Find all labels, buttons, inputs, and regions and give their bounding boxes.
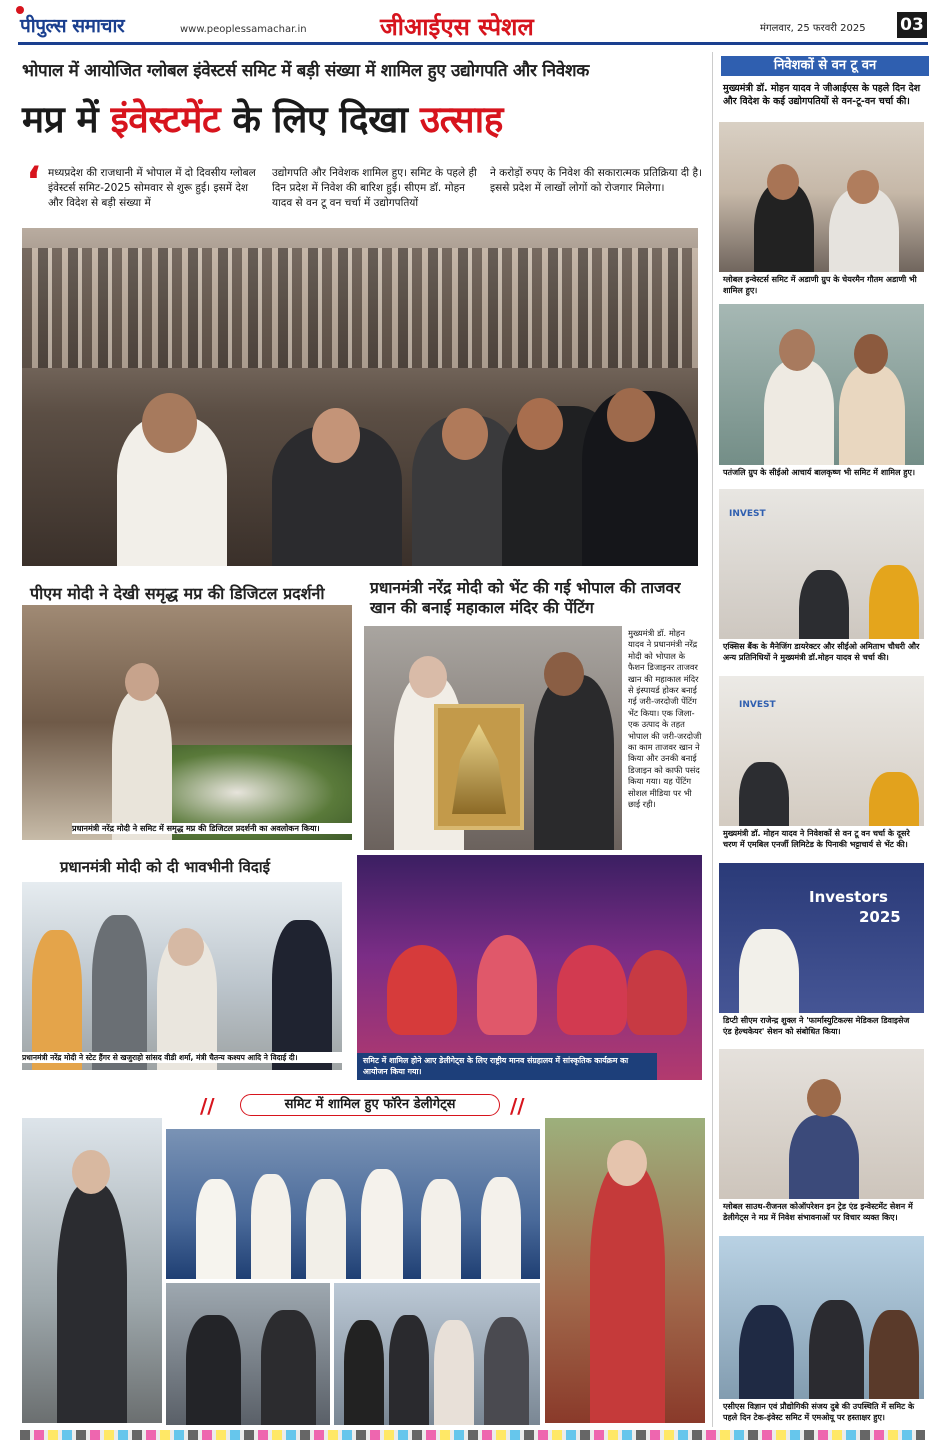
cultural-dancer-3 (557, 945, 627, 1035)
section-title: जीआईएस स्पेशल (380, 13, 534, 41)
sidebar-photo-6-head (807, 1079, 841, 1117)
farewell-caption: प्रधानमंत्री नरेंद्र मोदी ने स्टेट हैंगर से खजुराहो सांसद वीडी शर्मा, मंत्री चैतन्य कश्यप आदि ने विदाई दी। (22, 1052, 342, 1063)
lead-col-3: ने करोड़ों रुपए के निवेश की सकारात्मक प्रतिक्रिया दी है। इससे प्रदेश में लाखों लोगों को रोजगार मिलेगा। (490, 167, 703, 194)
delegate-photo-pair (166, 1283, 330, 1425)
sidebar-photo-5 (719, 863, 924, 1039)
sidebar-photo-5-label: Investors (809, 888, 888, 906)
sidebar-photo-1-head-2 (847, 170, 879, 204)
headline-part1: मप्र में (22, 98, 99, 141)
sidebar-caption-7: एसीएस विज्ञान एवं प्रौद्योगिकी संजय दुबे की उपस्थिति में समिट के पहले दिन टेक-इंवेस्ट समिट में एमओयू पर हस्ताक्षर हुए। (719, 1399, 924, 1425)
exhibition-photo (22, 605, 352, 840)
delegate-right-head (607, 1140, 647, 1186)
lead-kicker: भोपाल में आयोजित ग्लोबल इंवेस्टर्स समिट में बड़ी संख्या में शामिल हुए उद्योगपति और निवेशक (22, 61, 589, 81)
cultural-dancer-2 (477, 935, 537, 1035)
delegate-photo-group (166, 1129, 540, 1279)
sidebar-photo-3-label: INVEST (729, 509, 766, 519)
group-person-1 (196, 1179, 236, 1279)
sidebar-caption-2: पतंजलि ग्रुप के सीईओ आचार्य बालकृष्ण भी समिट में शामिल हुए। (719, 465, 924, 480)
lead-crowd-photo (22, 228, 698, 566)
person-1-head (142, 393, 197, 453)
exhibition-head (125, 663, 159, 701)
banner-mark-right: // (510, 1094, 525, 1118)
sidebar-photo-2-head (779, 329, 815, 371)
cultural-dancer-4 (627, 950, 687, 1035)
lead-col-2: उद्योगपति और निवेशक शामिल हुए। समिट के पहले ही दिन प्रदेश में निवेश की बारिश हुई। सीएम डॉ. मोहन यादव से वन टू वन चर्चा में उद्योगपतियों (272, 167, 477, 209)
group-person-2 (251, 1174, 291, 1279)
sidebar-caption-3: एक्सिस बैंक के मैनेजिंग डायरेक्टर और सीईओ अमिताभ चौधरी और अन्य प्रतिनिधियों ने मुख्यमंत्री डॉ.मोहन यादव से चर्चा की। (719, 639, 924, 665)
masthead-website[interactable]: www.peoplessamachar.in (180, 24, 307, 35)
page-number: 03 (897, 12, 927, 38)
masthead-date: मंगलवार, 25 फरवरी 2025 (760, 23, 866, 34)
sidebar-caption-4: मुख्यमंत्री डॉ. मोहन यादव ने निवेशकों से वन टू वन चर्चा के दूसरे चरण में एमबिल एनर्जी लिमिटेड के पिनाकी भट्टाचार्य से भेंट की। (719, 826, 924, 852)
painting-head-1 (409, 656, 447, 698)
exhibition-person (112, 690, 172, 840)
group-person-6 (481, 1177, 521, 1279)
sidebar-photo-1 (719, 122, 924, 298)
row-person-4 (484, 1317, 529, 1425)
farewell-person-4 (272, 920, 332, 1070)
farewell-person-2 (92, 915, 147, 1070)
farewell-person-1 (32, 930, 82, 1070)
delegate-photo-row (334, 1283, 540, 1425)
pair-person-1 (186, 1315, 241, 1425)
person-5-head (607, 388, 655, 442)
painting-person-2 (534, 675, 614, 850)
crowd-back-rows (22, 248, 698, 368)
pair-person-2 (261, 1310, 316, 1425)
headline-part3: के लिए दिखा (232, 98, 408, 141)
sidebar-caption-5: डिप्टी सीएम राजेन्द्र शुक्ल ने 'फार्मास्युटिकल्स मेडिकल डिवाइसेज एंड हेल्थकेयर' सेशन को संबोधित किया। (719, 1013, 924, 1039)
farewell-title: प्रधानमंत्री मोदी को दी भावभीनी विदाई (60, 858, 271, 876)
farewell-photo (22, 882, 342, 1070)
sidebar-photo-3 (719, 489, 924, 665)
painting-body: मुख्यमंत्री डॉ. मोहन यादव ने प्रधानमंत्री नरेंद्र मोदी को भोपाल के फैशन डिजाइनर ताजवर खान की महाकाल मंदिर से इंस्पायर्ड होकर बनाई गई जरी-जरदोजी पेंटिंग भेंट किया। एक जिला-एक उत्पाद के तहत भोपाल की जरी-जरदोजी का काम ताजवर खान ने किया और उनकी बनाई डिजाइन को काफी पसंद किया गया। यह पेंटिंग सोशल मीडिया पर भी छाई रही। (628, 628, 702, 810)
sidebar-photo-4 (719, 676, 924, 852)
sidebar-caption-6: ग्लोबल साउथ-रीजनल कोऑपरेशन इन ट्रेड एंड इन्वेस्टमेंट सेशन में डेलीगेट्स ने मप्र में निवेश संभावनाओं पर विचार व्यक्त किए। (719, 1199, 924, 1225)
masthead-logo[interactable]: पीपुल्स समाचार (20, 15, 125, 37)
registration-strip (20, 1430, 925, 1440)
row-person-1 (344, 1320, 384, 1425)
sidebar-photo-7 (719, 1236, 924, 1425)
row-person-3 (434, 1320, 474, 1425)
delegates-banner: समिट में शामिल हुए फॉरेन डेलीगेट्स (240, 1094, 500, 1116)
painting-photo (364, 626, 622, 850)
exhibition-caption: प्रधानमंत्री नरेंद्र मोदी ने समिट में समृद्ध मप्र की डिजिटल प्रदर्शनी का अवलोकन किया। (72, 823, 352, 834)
group-person-3 (306, 1179, 346, 1279)
banner-mark-left: // (200, 1094, 215, 1118)
delegate-photo-left (22, 1118, 162, 1423)
lead-headline (22, 92, 712, 143)
person-3-head (442, 408, 488, 460)
sidebar-photo-2 (719, 304, 924, 480)
group-person-4 (361, 1169, 403, 1279)
group-person-5 (421, 1179, 461, 1279)
quote-mark: ‘ (26, 159, 42, 205)
sidebar-photo-2-person-2 (839, 365, 905, 480)
person-4-head (517, 398, 563, 450)
lead-col-1: मध्यप्रदेश की राजधानी में भोपाल में दो दिवसीय ग्लोबल इंवेस्टर्स समिट-2025 सोमवार से शुरू हुई। इसमें देश और विदेश से बड़ी संख्या में (48, 167, 256, 209)
row-person-2 (389, 1315, 429, 1425)
farewell-head-3 (168, 928, 204, 966)
headline-part2: इंवेस्टमेंट (110, 98, 221, 141)
sidebar-caption-1: ग्लोबल इन्वेस्टर्स समिट में अडाणी ग्रुप के चेयरमैन गौतम अडाणी भी शामिल हुए। (719, 272, 924, 298)
painting-head-2 (544, 652, 584, 696)
sidebar-photo-5-label-2: 2025 (859, 908, 901, 926)
masthead (0, 0, 945, 46)
cultural-caption: समिट में शामिल होने आए डेलीगेट्स के लिए राष्ट्रीय मानव संग्रहालय में सांस्कृतिक कार्यक्रम का आयोजन किया गया। (357, 1053, 657, 1080)
cultural-photo (357, 855, 702, 1080)
headline-part4: उत्साह (419, 98, 503, 141)
sidebar-photo-2-person (764, 360, 834, 480)
sidebar-photo-6 (719, 1049, 924, 1225)
masthead-rule (18, 42, 928, 45)
sidebar-photo-2-head-2 (854, 334, 888, 374)
person-2-head (312, 408, 360, 463)
exhibition-title: पीएम मोदी ने देखी समृद्ध मप्र की डिजिटल प्रदर्शनी (30, 584, 325, 603)
cultural-dancer-1 (387, 945, 457, 1035)
delegate-photo-right (545, 1118, 705, 1423)
sidebar-photo-1-head (767, 164, 799, 200)
sidebar-intro: मुख्यमंत्री डॉ. मोहन यादव ने जीआईएस के पहले दिन देश और विदेश के कई उद्योगपतियों से वन-टू-वन चर्चा की। (723, 83, 921, 107)
delegate-right-person (590, 1163, 665, 1423)
delegate-left-head (72, 1150, 110, 1194)
painting-title: प्रधानमंत्री नरेंद्र मोदी को भेंट की गई भोपाल की ताजवर खान की बनाई महाकाल मंदिर की पेंटिंग (370, 579, 681, 617)
sidebar-title: निवेशकों से वन टू वन (721, 56, 929, 76)
delegate-left-person (57, 1183, 127, 1423)
sidebar-photo-4-label: INVEST (739, 700, 776, 710)
